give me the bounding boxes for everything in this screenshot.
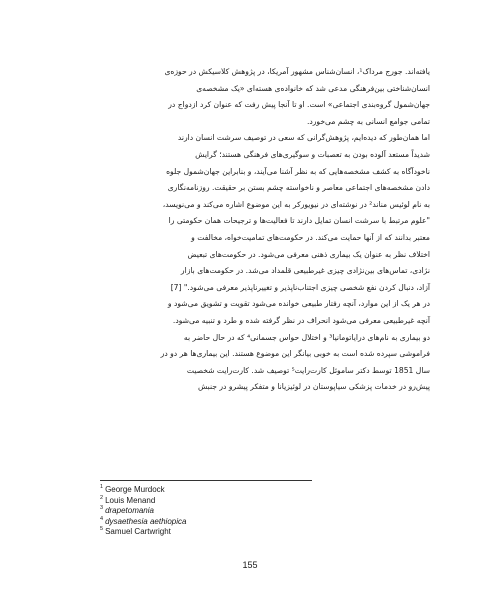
footnote-item xyxy=(100,506,400,517)
text-line: یافته‌اند. جورج مرداک¹، انسان‌شناس مشهور آمریکا، در پژوهش کلاسیکش در حوزه‌ی xyxy=(164,67,430,76)
text-line: جهان‌شمول گروه‌بندی اجتماعی» است. او تا آنجا پیش رفت که عنوان کرد ازدواج در xyxy=(168,100,430,110)
text-line: نژادی، تماس‌های بین‌نژادی چیزی غیرطبیعی قلمداد می‌شد. در حکومت‌های بازار xyxy=(180,266,430,276)
footnote-number: 3 xyxy=(100,505,104,512)
text-line: دو بیماری به نام‌های درایاتومانیا³ و اختلال حواس جسمانی⁴ که در حال حاضر به xyxy=(183,332,430,342)
footnote-text: dysaethesia aethiopica xyxy=(105,516,187,526)
body-text xyxy=(78,64,430,396)
text-line: انسان‌شناختی بین‌فرهنگی مدعی شد که خانواده‌ی هسته‌ای «یک مشخصه‌ی xyxy=(196,83,430,93)
text-line: تمامی جوامع انسانی به چشم می‌خورد. xyxy=(306,116,430,126)
text-line: به نام لوئیس مناند² در نوشته‌ای در نیویورکر به این موضوع اشاره می‌کند و می‌نویسد، xyxy=(162,199,430,209)
footnote-text: George Murdock xyxy=(105,485,165,494)
text-line: در هر یک از این موارد، آنچه رفتار طبیعی خوانده می‌شود تقویت و تشویق می‌شود و xyxy=(167,299,430,309)
page-number: 155 xyxy=(242,560,258,570)
footnotes xyxy=(100,485,400,538)
footnote-number: 1 xyxy=(100,484,104,491)
text-line: ناخودآگاه به کشف مشخصه‌هایی که به نظر آشنا می‌آیند، و بنابراین جهان‌شمول جلوه xyxy=(166,166,430,176)
text-line: آزاد، دنبال کردن نفع شخصی چیزی اجتناب‌ناپذیر و تغییرناپذیر معرفی می‌شود." [7] xyxy=(170,282,430,292)
footnote-item xyxy=(100,485,400,496)
footnote-item xyxy=(100,517,400,528)
text-line: سال 1851 توسط دکتر ساموئل کارت‌رایت⁵ توصیف شد. کارت‌رایت شخصیت xyxy=(186,365,430,375)
footnote-item xyxy=(100,496,400,507)
text-line: دادن مشخصه‌های اجتماعی معاصر و ناخواسته چشم بستن بر حقیقت. روزنامه‌نگاری xyxy=(167,183,430,193)
text-line: شدیداً مستعد آلوده بودن به تعصبات و سوگیری‌های فرهنگی هستند؛ گرایش xyxy=(195,149,430,159)
footnote-text: drapetomania xyxy=(105,506,154,515)
footnote-item xyxy=(100,527,400,538)
footnote-text: Samuel Cartwright xyxy=(105,527,171,536)
footnote-text: Louis Menand xyxy=(105,495,156,505)
text-line: پیش‌رو در خدمات پزشکی سیاپوستان در لوئیزیانا و متفکر پیشرو در جنبش xyxy=(198,382,430,392)
text-line: معتبر بدانند که از آنها حمایت می‌کند. در حکومت‌های تمامیت‌خواه، مخالفت و xyxy=(191,232,430,242)
text-line: آنچه غیرطبیعی معرفی می‌شود انحراف در نظر گرفته شده و طرد و تنبیه می‌شود. xyxy=(172,315,430,325)
text-line: اختلاف نظر به عنوان یک بیماری ذهنی معرفی می‌شود. در حکومت‌های تبعیض xyxy=(187,249,430,259)
text-line: "علوم مرتبط با سرشت انسان تمایل دارند تا فعالیت‌ها و ترجیحات همان حکومتی را xyxy=(168,216,430,226)
text-line: اما همان‌طور که دیده‌ایم، پژوهش‌گرانی که سعی در توصیف سرشت انسان دارند xyxy=(177,133,430,143)
text-line: فراموشی سپرده شده است به خوبی بیانگر این موضوع هستند. این بیماری‌ها هر دو در xyxy=(160,349,430,359)
footnote-number: 5 xyxy=(100,526,104,533)
footnote-number: 4 xyxy=(100,515,104,522)
footnote-number: 2 xyxy=(100,494,104,501)
footnote-divider xyxy=(100,480,312,481)
